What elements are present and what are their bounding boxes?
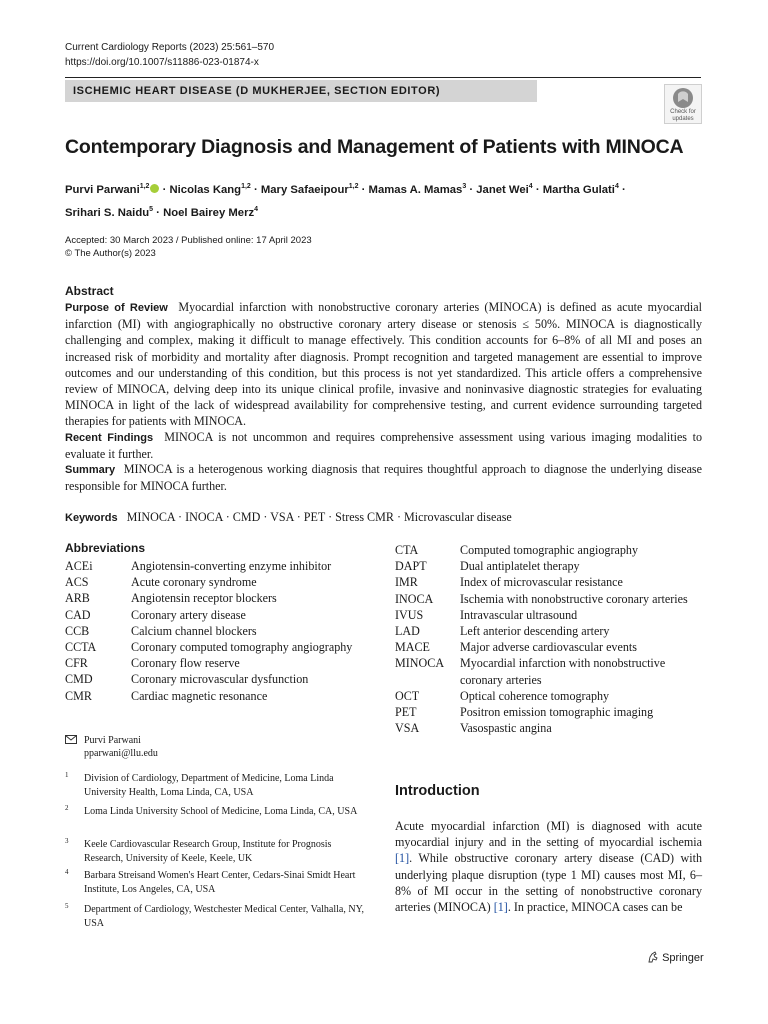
author-affil-sup: 5 [149,205,154,213]
abbr-key: ARB [65,591,90,606]
abbr-value: Coronary flow reserve [131,656,240,671]
abbr-key: CCTA [65,640,97,655]
journal-citation [65,40,274,70]
affiliation [65,805,365,819]
affiliation-text: Division of Cardiology, Department of Medicine, Loma Linda University Health, Loma Linda, CA, USA [84,773,334,798]
abbr-key: PET [395,705,417,720]
introduction-paragraph [395,818,702,915]
corresponding-email[interactable]: pparwani@llu.edu [84,748,158,759]
keywords-text: MINOCA · INOCA · CMD · VSA · PET · Stress CMR · Microvascular disease [126,510,512,524]
affiliation-number: 4 [65,868,69,876]
intro-text: Acute myocardial infarction (MI) is diagnosed with acute myocardial injury and in the setting of myocardial ischemia [395,819,702,850]
abbr-row [65,671,352,687]
springer-horse-icon [647,951,659,963]
corresponding-author: Purvi Parwani [84,735,141,746]
abbreviations-table-right [395,542,705,736]
author-affil-sup: 4 [614,183,619,190]
abbr-key: CMD [65,672,93,687]
abbr-key: LAD [395,624,420,639]
introduction-heading: Introduction [395,783,480,799]
abstract-heading: Abstract [65,284,114,298]
author-name[interactable]: Janet Wei [476,183,529,196]
affiliation-text: Loma Linda University School of Medicine, Loma Linda, CA, USA [84,806,358,817]
author-name[interactable]: Mamas A. Mamas [368,183,463,196]
affiliation-text: Barbara Streisand Women's Heart Center, Cedars-Sinai Smidt Heart Institute, Los Angeles, CA, USA [84,870,356,895]
citation-link[interactable]: [1] [395,851,410,866]
author-affil-sup: 4 [254,205,259,213]
author-affil-sup: 3 [462,183,467,190]
abbr-row [395,655,705,687]
abstract-summary [65,461,702,494]
purpose-label: Purpose of Review [65,302,168,314]
abbr-value: Computed tomographic angiography [460,543,639,557]
abbr-value: Dual antiplatelet therapy [460,559,580,574]
affiliation [65,838,365,865]
abbr-row [65,623,352,639]
abbr-key: ACS [65,575,89,590]
affiliation-number: 1 [65,771,69,779]
header-rule [65,77,701,78]
journal-line: Current Cardiology Reports (2023) 25:561–570 [65,42,275,53]
author-affil-sup: 1,2 [241,183,251,190]
abstract-purpose [65,299,702,430]
affiliation [65,903,365,930]
abbr-value: Intravascular ultrasound [460,607,578,622]
abbr-row [395,720,705,736]
intro-text: . In practice, MINOCA cases can be [507,900,683,915]
affiliation-text: Department of Cardiology, Westchester Medical Center, Valhalla, NY, USA [84,904,365,929]
abbr-key: VSA [395,721,420,736]
abbr-row [65,590,352,606]
abbr-value: Coronary computed tomography angiography [131,640,353,655]
abbr-row [395,574,705,590]
abbr-key: CAD [65,607,91,622]
abbr-row [395,688,705,704]
abbr-key: CTA [395,543,419,557]
abbr-row [395,639,705,655]
abbr-key: CMR [65,688,92,703]
abbr-value: Index of microvascular resistance [460,575,623,590]
author-name[interactable]: Martha Gulati [542,183,615,196]
recent-text: MINOCA is not uncommon and requires comprehensive assessment using various imaging modalities to evaluate it further. [65,430,702,462]
check-updates-label: Check for updates [670,109,696,122]
abbr-row [65,688,352,704]
purpose-text: Myocardial infarction with nonobstructive coronary arteries (MINOCA) is defined as acute myocardial infarction (MI) with angiographically no obstructive coronary artery disease or stenosis ≤ 50%. MINOCA is diagnostically challenging and complex, making it difficult to manage effectively. This condition accounts for 6–8% of all MI and poses an increased risk of morbidity and mortality after diagnosis. Prompt recognition and targeted management are essential to improve outcomes and our understanding of this condition, but this process is not yet standardized. This article offers a comprehensive review of MINOCA, delving deep into its unique clinical profile, invasive and noninvasive diagnostic strategies for evaluating MINOCA in light of the lack of widespread availability for comprehensive testing, and current evidence surrounding targeted therapies for patients with MINOCA. [65,300,702,429]
affiliation-text: Keele Cardiovascular Research Group, Institute for Prognosis Research, University of Keele, Keele, UK [84,839,332,864]
keywords-label: Keywords [65,512,118,524]
affiliation [65,772,365,799]
abbr-key: IMR [395,575,418,590]
abbr-row [395,558,705,574]
publisher-logo [647,951,704,964]
abbr-value: Cardiac magnetic resonance [131,688,268,703]
affiliation-number: 5 [65,902,69,910]
abbr-key: IVUS [395,607,424,622]
author-name[interactable]: Purvi Parwani [65,183,140,196]
abbr-value: Angiotensin-converting enzyme inhibitor [131,559,332,573]
abbr-key: CFR [65,656,88,671]
intro-text: . While obstructive coronary artery disease (CAD) with underlying plaque disruption (type 1 MI) causes most MI, 6–8% of MI occur in the setting of nonobstructive coronary arteries (MINOCA) [395,851,702,915]
affiliation [65,869,365,896]
affiliation-number: 3 [65,837,69,845]
abbr-key: MACE [395,640,430,655]
abbr-value: Calcium channel blockers [131,623,257,638]
abbr-row [395,704,705,720]
abbr-value: Vasospastic angina [460,721,552,736]
abbr-key: OCT [395,688,420,703]
abbr-row [65,639,352,655]
doi-link[interactable]: https://doi.org/10.1007/s11886-023-01874-x [65,57,259,68]
abbr-key: CCB [65,623,90,638]
abbr-row [65,607,352,623]
abbreviations-heading: Abbreviations [65,541,146,555]
abbr-value: Major adverse cardiovascular events [460,640,637,655]
abbr-row [65,655,352,671]
abbr-key: ACEi [65,559,93,573]
abbr-row [395,607,705,623]
abbr-value: Acute coronary syndrome [131,575,257,590]
publisher-name: Springer [662,952,704,964]
accepted-date: Accepted: 30 March 2023 / Published online: 17 April 2023 [65,235,312,246]
abbr-value: Myocardial infarction with nonobstructive coronary arteries [460,656,666,687]
author-name[interactable]: Mary Safaeipour [260,183,349,196]
summary-label: Summary [65,464,116,476]
check-for-updates-badge[interactable] [664,84,702,124]
abbr-row [395,623,705,639]
publication-dates [65,234,312,260]
abbr-value: Left anterior descending artery [460,624,610,639]
abbr-row [65,558,352,574]
author-name[interactable]: Noel Bairey Merz [163,206,255,219]
abbr-key: INOCA [395,591,434,606]
author-affil-sup: 1,2 [348,183,359,190]
abbreviations-table-left [65,558,352,704]
check-updates-icon [672,87,694,109]
copyright: © The Author(s) 2023 [65,248,156,259]
abstract-recent-findings [65,429,702,462]
abbr-value: Optical coherence tomography [460,688,610,703]
summary-text: MINOCA is a heterogenous working diagnosis that requires thoughtful approach to diagnose the underlying disease responsible for MINOCA further. [65,462,703,494]
envelope-icon [65,735,77,744]
abbr-row [65,574,352,590]
author-name[interactable]: Nicolas Kang [169,183,242,196]
author-affil-sup: 1,2 [139,183,150,190]
abbr-row [395,542,705,558]
keywords [65,510,512,525]
recent-label: Recent Findings [65,432,154,444]
citation-link[interactable]: [1] [493,900,508,915]
abbr-value: Coronary artery disease [131,607,246,622]
abbr-value: Positron emission tomographic imaging [460,705,654,720]
author-name[interactable]: Srihari S. Naidu [65,206,150,219]
abbr-key: DAPT [395,559,427,574]
abbr-value: Ischemia with nonobstructive coronary arteries [460,591,688,606]
abbr-value: Angiotensin receptor blockers [131,591,277,606]
orcid-icon[interactable] [150,184,159,193]
author-list: Purvi Parwani$^{1,2}$ · Nicolas Kang$^{1,2}$ · Mary Safaeipour$^{1,2}$ · Mamas A. Mamas$^3$ · Janet Wei$^4$ · Martha Gulati$^4$ · Srihari S. Naidu$^5$ · Noel Bairey Merz$^4$ [65,183,626,219]
author-affil-sup: 4 [528,183,533,190]
section-banner: ISCHEMIC HEART DISEASE (D MUKHERJEE, SECTION EDITOR) [65,80,537,102]
affiliation-number: 2 [65,804,69,812]
abbr-value: Coronary microvascular dysfunction [131,672,309,687]
article-title: Contemporary Diagnosis and Management of Patients with MINOCA [65,136,684,158]
abbr-row [395,591,705,607]
abbr-key: MINOCA [395,656,445,671]
